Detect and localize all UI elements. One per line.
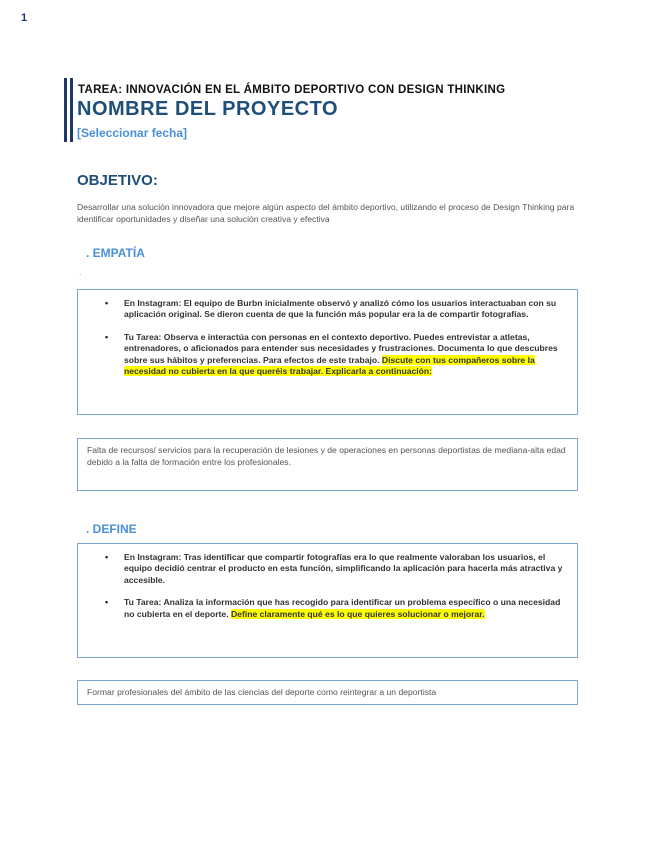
document-header (64, 78, 584, 142)
list-item (124, 332, 563, 378)
define-instructions-box (77, 543, 578, 658)
task-instructions: Tu Tarea: Analiza la información que has recogido para identificar un problema específico o una necesidad no cubierta en el deporte. (124, 597, 561, 619)
page-number: 1 (21, 12, 28, 24)
list-item (124, 597, 563, 620)
list-item (124, 298, 563, 321)
section-title-define: . DEFINE (86, 522, 137, 536)
task-instructions: Tu Tarea: Observa e interactúa con personas en el contexto deportivo. Puedes entrevistar a atletas, entrenadores, o aficionados para entender sus necesidades y frustraciones. Documenta lo que descubres sobre sus hábitos y preferencias. Para efectos de este trabajo. (124, 331, 558, 365)
task-title: TAREA: INNOVACIÓN EN EL ÁMBITO DEPORTIVO CON DESIGN THINKING (78, 84, 506, 96)
project-name[interactable]: NOMBRE DEL PROYECTO (77, 98, 339, 120)
header-accent-bar (70, 78, 73, 142)
instagram-example: En Instagram: Tras identificar que compartir fotografías era lo que realmente valoraban los usuarios, el equipo decidió centrar el producto en esta función, simplificando la aplicación para hacerla más atractiva y accesible. (124, 552, 563, 585)
instagram-example: En Instagram: El equipo de Burbn inicialmente observó y analizó cómo los usuarios interactuaban con su aplicación original. Se dieron cuenta de que la función más popular era la de compartir fotografías. (124, 298, 557, 320)
define-answer-field[interactable]: Formar profesionales del ámbito de las ciencias del deporte como reintegrar a un deportista (77, 680, 578, 705)
empatia-instructions-box (77, 289, 578, 415)
list-item (124, 552, 563, 586)
date-picker[interactable]: [Seleccionar fecha] (77, 126, 188, 140)
objective-text: Desarrollar una solución innovadora que mejore algún aspecto del ámbito deportivo, utilizando el proceso de Design Thinking para identificar oportunidades y diseñar una solución creativa y efectiva (77, 202, 575, 224)
empatia-answer-field[interactable]: Falta de recursos/ servicios para la recuperación de lesiones y de operaciones en personas deportistas de mediana-alta edad debido a la falta de formación entre los profesionales. (77, 438, 578, 491)
highlighted-instruction: Discute con tus compañeros sobre la necesidad no cubierta en la que queréis trabajar. Explicarla a continuación: (124, 354, 535, 377)
objective-title: OBJETIVO: (77, 172, 158, 189)
header-accent-bar (64, 78, 67, 142)
stray-mark: . (79, 268, 82, 277)
section-title-empatia: . EMPATÍA (86, 246, 145, 260)
highlighted-instruction: Define claramente qué es lo que quieres solucionar o mejorar. (230, 608, 485, 619)
